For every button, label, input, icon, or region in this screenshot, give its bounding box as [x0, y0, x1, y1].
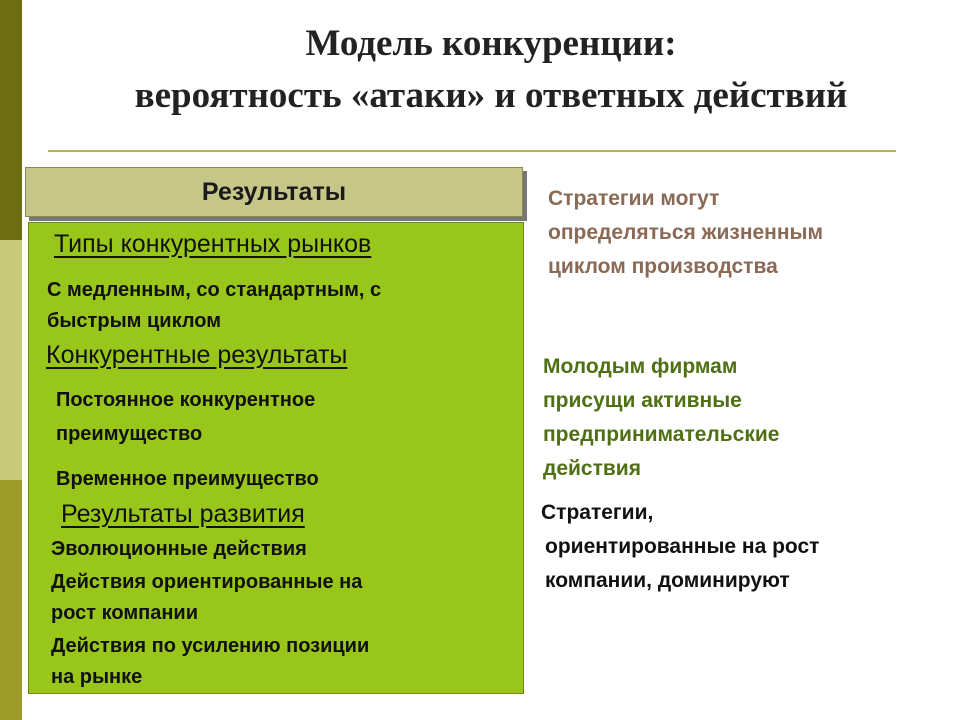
note-young-firms-line-4: действия — [543, 457, 641, 480]
market-types-line-1: С медленным, со стандартным, с — [47, 279, 382, 301]
results-header-label: Результаты — [201, 178, 347, 206]
note-young-firms-line-2: присущи активные — [543, 389, 742, 412]
decor-band-bottom — [0, 480, 22, 720]
results-header — [25, 167, 523, 217]
slide-title — [22, 18, 960, 122]
market-types-line-2: быстрым циклом — [47, 310, 222, 332]
development-item-2-line-2: рост компании — [51, 602, 199, 624]
section-heading-market-types: Типы конкурентных рынков — [54, 230, 372, 258]
section-heading-development-results: Результаты развития — [61, 500, 305, 528]
note-growth-line-3: компании, доминируют — [545, 569, 790, 592]
note-young-firms-line-3: предпринимательские — [543, 423, 780, 446]
note-lifecycle-line-1: Стратегии могут — [548, 187, 720, 210]
results-box — [28, 222, 524, 694]
note-lifecycle-line-2: определяться жизненным — [548, 221, 824, 244]
competitive-item-1-line-2: преимущество — [56, 423, 203, 445]
title-divider — [48, 150, 896, 152]
development-item-2-line-1: Действия ориентированные на — [51, 571, 363, 593]
development-item-1: Эволюционные действия — [51, 538, 307, 560]
competitive-item-1-line-1: Постоянное конкурентное — [56, 389, 316, 411]
note-young-firms-line-1: Молодым фирмам — [543, 355, 738, 378]
slide-title-line-1: Модель конкуренции: — [305, 23, 677, 64]
note-lifecycle-line-3: циклом производства — [548, 255, 778, 278]
decor-band-middle — [0, 240, 22, 480]
development-item-3-line-1: Действия по усилению позиции — [51, 635, 370, 657]
section-heading-competitive-results: Конкурентные результаты — [46, 341, 348, 369]
decor-band-top — [0, 0, 22, 240]
competitive-item-2: Временное преимущество — [56, 468, 319, 490]
note-growth-line-1: Стратегии, — [541, 501, 654, 524]
development-item-3-line-2: на рынке — [51, 666, 143, 688]
slide-title-line-2: вероятность «атаки» и ответных действий — [134, 75, 848, 116]
note-growth-line-2: ориентированные на рост — [545, 535, 820, 558]
